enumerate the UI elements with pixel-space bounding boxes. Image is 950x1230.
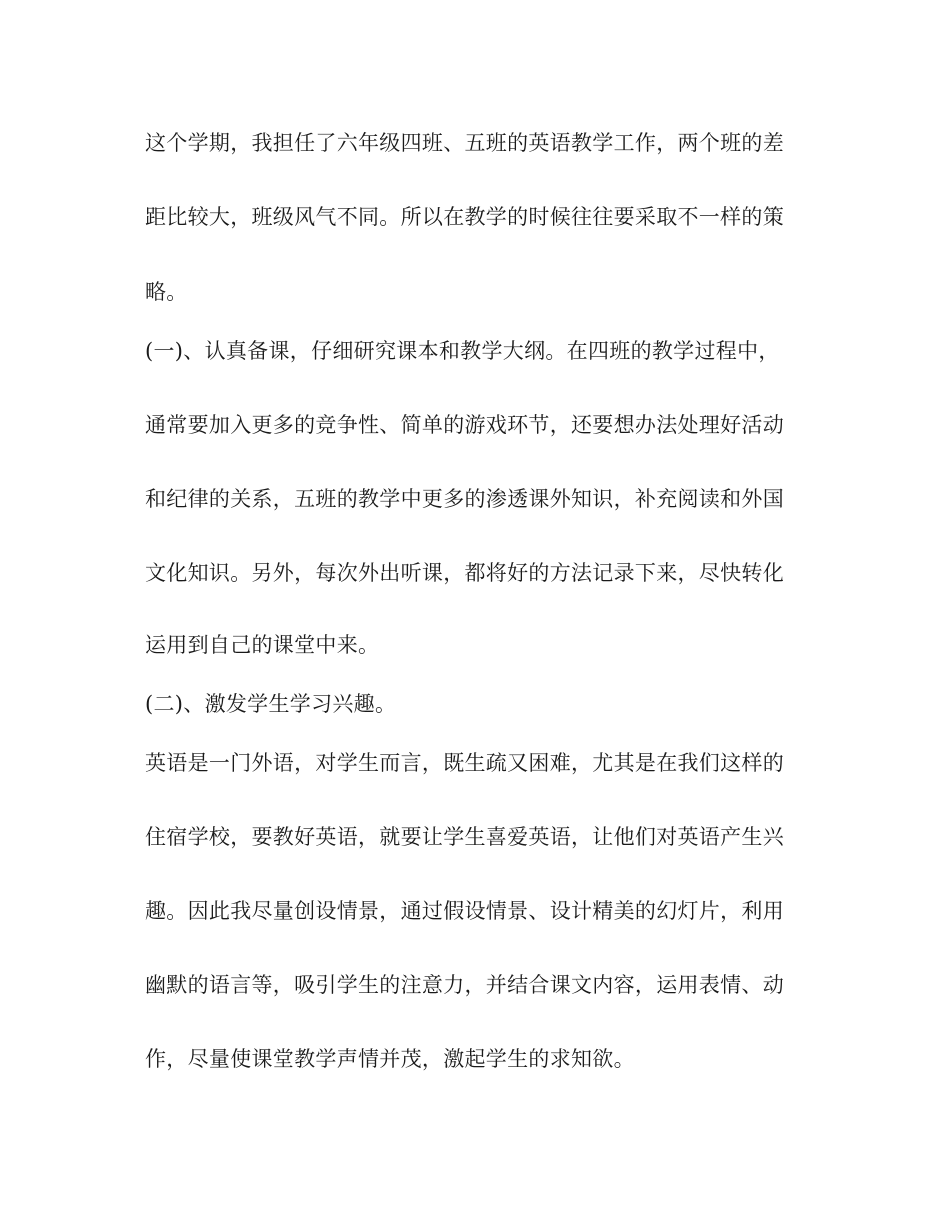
text-line: 幽默的语言等，吸引学生的注意力，并结合课文内容，运用表情、动 xyxy=(145,973,784,997)
text-line: 和纪律的关系，五班的教学中更多的渗透课外知识，补充阅读和外国 xyxy=(145,487,784,511)
text-line: 英语是一门外语，对学生而言，既生疏又困难，尤其是在我们这样的 xyxy=(145,751,784,775)
text-line: 运用到自己的课堂中来。 xyxy=(145,633,380,657)
text-line: 作，尽量使课堂教学声情并茂，激起学生的求知欲。 xyxy=(145,1047,635,1071)
section-heading-line: (二)、激发学生学习兴趣。 xyxy=(145,692,397,716)
text-line: 略。 xyxy=(145,280,188,304)
text-line: 文化知识。另外，每次外出听课，都将好的方法记录下来，尽快转化 xyxy=(145,561,784,585)
section-heading-line: (一)、认真备课，仔细研究课本和教学大纲。在四班的教学过程中， xyxy=(145,339,780,363)
text-line: 住宿学校，要教好英语，就要让学生喜爱英语，让他们对英语产生兴 xyxy=(145,825,784,849)
text-line: 这个学期，我担任了六年级四班、五班的英语教学工作，两个班的差 xyxy=(145,131,784,155)
text-line: 通常要加入更多的竞争性、简单的游戏环节，还要想办法处理好活动 xyxy=(145,413,784,437)
text-line: 距比较大，班级风气不同。所以在教学的时候往往要采取不一样的策 xyxy=(145,205,784,229)
text-line: 趣。因此我尽量创设情景，通过假设情景、设计精美的幻灯片，利用 xyxy=(145,899,784,923)
